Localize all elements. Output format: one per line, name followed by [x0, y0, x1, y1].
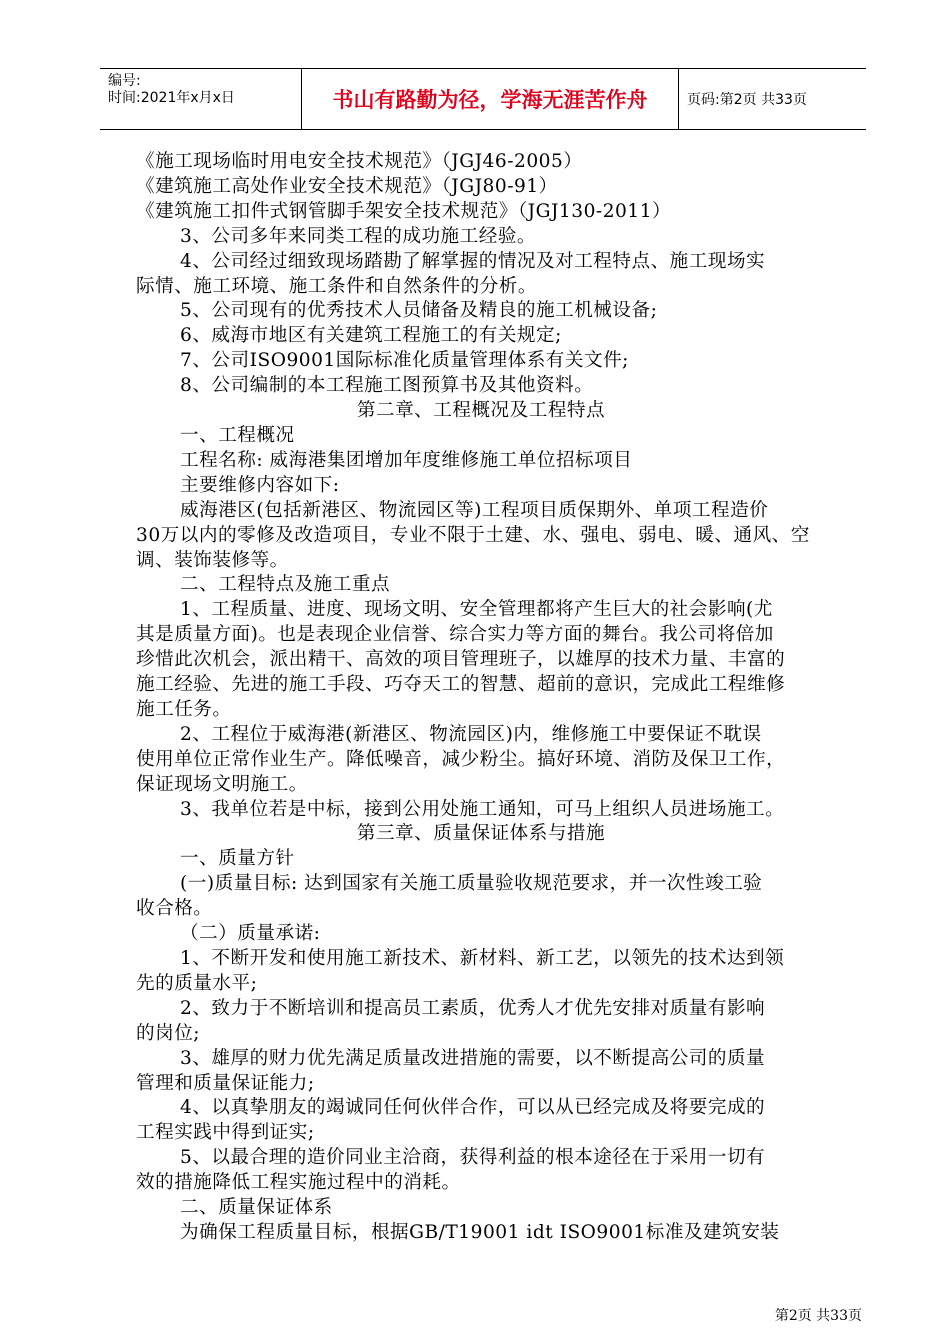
text-line: 收合格。 [136, 898, 213, 920]
header-meta [100, 69, 302, 129]
text-line: 施工任务。 [136, 698, 232, 720]
text-line: 3、公司多年来同类工程的成功施工经验。 [180, 225, 537, 247]
text-line: 使用单位正常作业生产。降低噪音，减少粉尘。搞好环境、消防及保卫工作， [136, 748, 786, 770]
text-line: 2、工程位于威海港(新港区、物流园区)内，维修施工中要保证不耽误 [180, 723, 762, 745]
text-line: 主要维修内容如下: [180, 474, 340, 496]
text-line: （二）质量承诺: [180, 923, 321, 945]
page-footer: 第2页 共33页 [774, 1308, 862, 1324]
document-date: 时间:2021年x月x日 [108, 90, 235, 106]
section-heading: 一、工程概况 [180, 424, 295, 446]
text-line: 30万以内的零修及改造项目，专业不限于土建、水、强电、弱电、暖、通风、空 [136, 524, 810, 546]
text-line: 先的质量水平; [136, 972, 258, 994]
text-line: 7、公司ISO9001国际标准化质量管理体系有关文件; [180, 350, 629, 372]
text-line: 为确保工程质量目标，根据GB/T19001 idt ISO9001标准及建筑安装 [180, 1221, 780, 1243]
header-motto: 书山有路勤为径，学海无涯苦作舟 [302, 69, 679, 129]
text-line: 管理和质量保证能力; [136, 1072, 315, 1094]
text-line: 其是质量方面)。也是表现企业信誉、综合实力等方面的舞台。我公司将倍加 [136, 624, 774, 646]
section-heading: 二、工程特点及施工重点 [180, 574, 391, 596]
text-line: 5、以最合理的造价同业主洽商，获得利益的根本途径在于采用一切有 [180, 1147, 766, 1169]
text-line: (一)质量目标: 达到国家有关施工质量验收规范要求，并一次性竣工验 [180, 873, 763, 895]
text-line: 工程实践中得到证实; [136, 1122, 315, 1144]
text-line: 《施工现场临时用电安全技术规范》（JGJ46-2005） [136, 151, 583, 172]
text-line: 的岗位; [136, 1022, 201, 1044]
text-line: 6、威海市地区有关建筑工程施工的有关规定; [180, 325, 562, 347]
text-line: 4、公司经过细致现场踏勘了解掌握的情况及对工程特点、施工现场实 [180, 250, 766, 272]
text-line: 珍惜此次机会，派出精干、高效的项目管理班子，以雄厚的技术力量、丰富的 [136, 649, 786, 671]
text-line: 4、以真挚朋友的竭诚同任何伙伴合作，可以从已经完成及将要完成的 [180, 1097, 766, 1119]
text-line: 8、公司编制的本工程施工图预算书及其他资料。 [180, 375, 594, 397]
text-line: 2、致力于不断培训和提高员工素质，优秀人才优先安排对质量有影响 [180, 997, 766, 1019]
text-line: 效的措施降低工程实施过程中的消耗。 [136, 1172, 461, 1194]
chapter-heading: 第三章、质量保证体系与措施 [356, 823, 606, 845]
text-line: 《建筑施工高处作业安全技术规范》（JGJ80-91） [136, 175, 558, 197]
chapter-heading: 第二章、工程概况及工程特点 [356, 400, 606, 422]
text-line: 调、装饰装修等。 [136, 549, 289, 571]
text-line: 工程名称: 威海港集团增加年度维修施工单位招标项目 [180, 449, 633, 471]
section-heading: 一、质量方针 [180, 848, 295, 870]
page-header [100, 68, 866, 130]
text-line: 施工经验、先进的施工手段、巧夺天工的智慧、超前的意识，完成此工程维修 [136, 674, 786, 696]
text-line: 威海港区(包括新港区、物流园区等)工程项目质保期外、单项工程造价 [180, 499, 769, 521]
text-line: 《建筑施工扣件式钢管脚手架安全技术规范》（JGJ130-2011） [136, 200, 672, 222]
text-line: 3、雄厚的财力优先满足质量改进措施的需要，以不断提高公司的质量 [180, 1047, 766, 1069]
section-heading: 二、质量保证体系 [180, 1197, 333, 1219]
text-line: 1、工程质量、进度、现场文明、安全管理都将产生巨大的社会影响(尤 [180, 599, 773, 621]
text-line: 际情、施工环境、施工条件和自然条件的分析。 [136, 275, 537, 297]
text-line: 1、不断开发和使用施工新技术、新材料、新工艺，以领先的技术达到领 [180, 948, 785, 969]
text-line: 3、我单位若是中标，接到公用处施工通知，可马上组织人员进场施工。 [180, 798, 785, 820]
document-number-label: 编号: [108, 73, 141, 89]
text-line: 5、公司现有的优秀技术人员储备及精良的施工机械设备; [180, 300, 658, 322]
document-body [136, 150, 866, 1246]
text-line: 保证现场文明施工。 [136, 773, 308, 795]
header-page-number: 页码:第2页 共33页 [687, 92, 807, 108]
